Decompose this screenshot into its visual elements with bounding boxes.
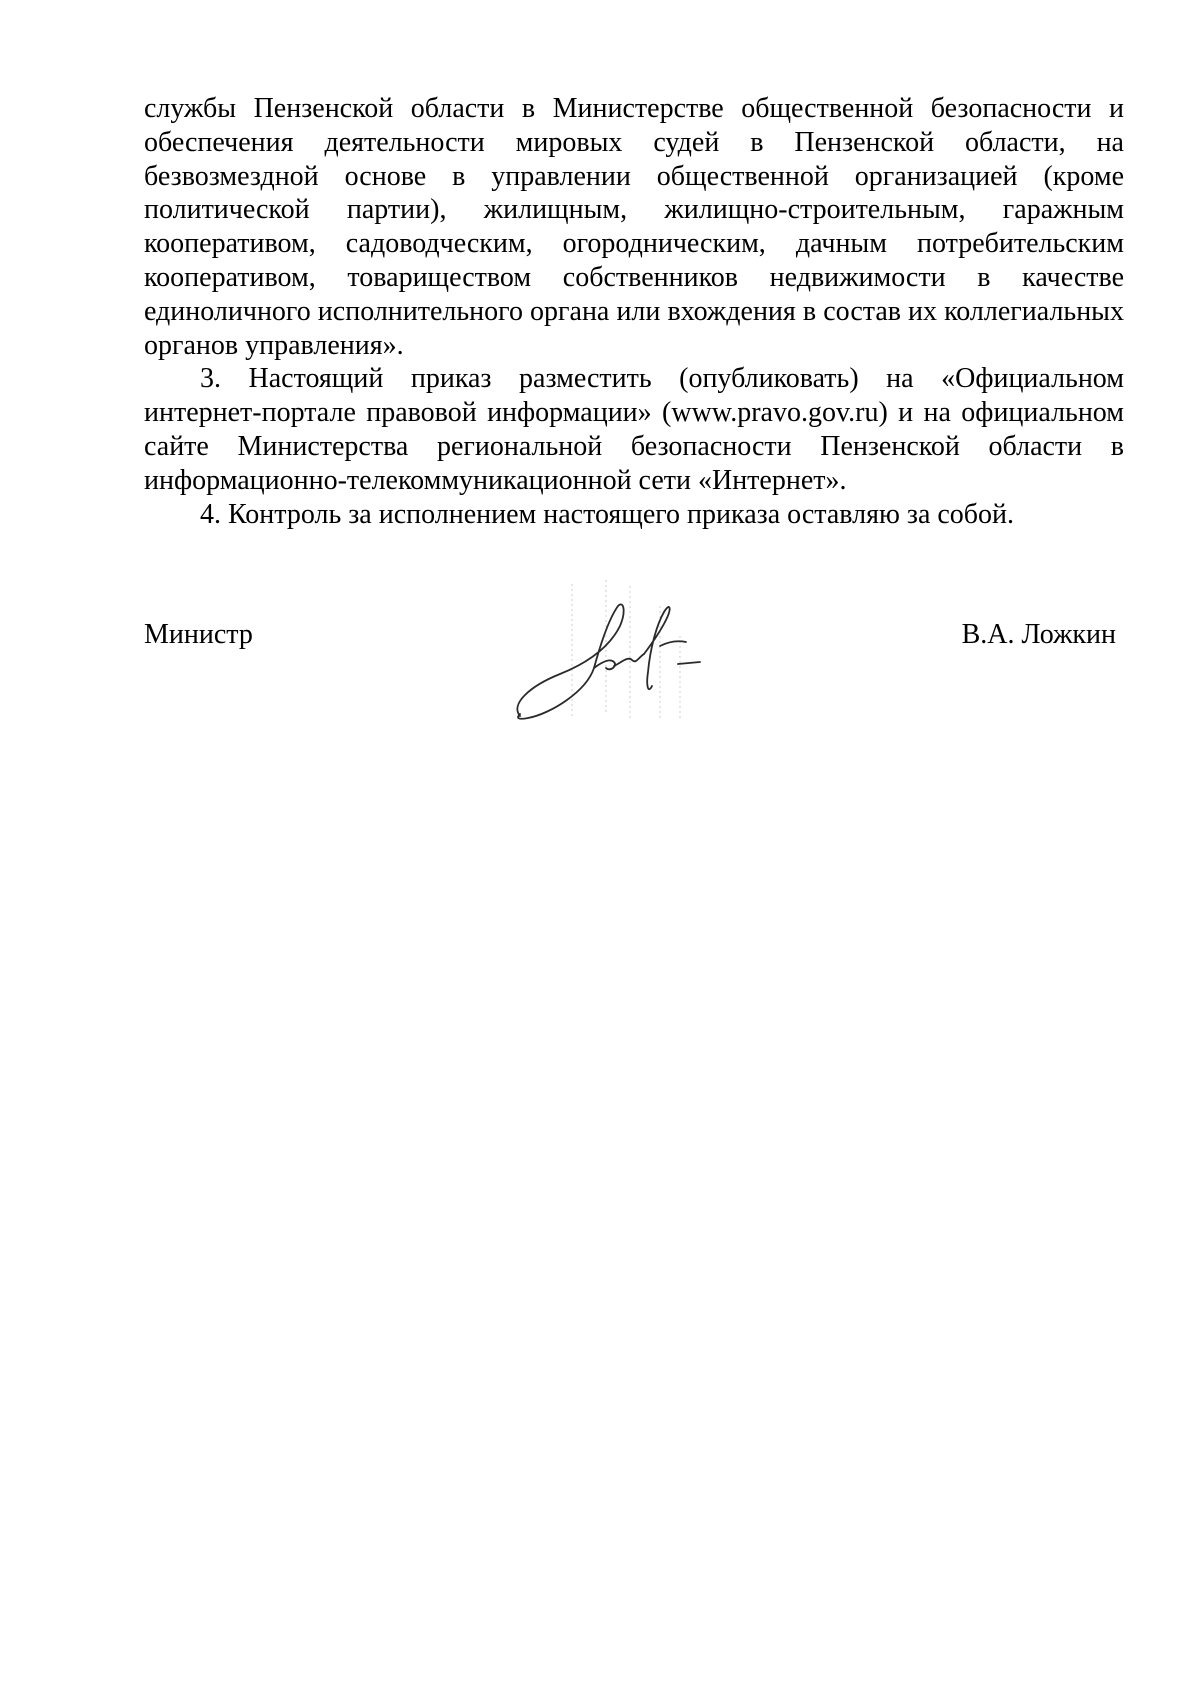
document-body [144,92,1124,531]
paragraph-continuation: службы Пензенской области в Министерстве общественной безопасности и обеспечения деятельности мировых судей в Пензенской области, на безвозмездной основе в управлении общественной организацией (кроме политической партии), жилищным, жилищно-строительным, гаражным кооперативом, садоводческим, огородническим, дачным потребительским кооперативом, товариществом собственников недвижимости в качестве единоличного исполнительного органа или вхождения в состав их коллегиальных органов управления». [144,93,1124,361]
handwritten-signature [510,576,750,726]
signatory-name: В.А. Ложкин [961,619,1116,650]
paragraph-3-publication: 3. Настоящий приказ разместить (опубликовать) на «Официальном интернет-портале правовой информации» (www.pravo.gov.ru) и на официальном сайте Министерства региональной безопасности Пензенской области в информационно-телекоммуникационной сети «Интернет». [144,363,1124,496]
paragraph-4-control: 4. Контроль за исполнением настоящего приказа оставляю за собой. [200,498,1015,530]
signatory-title: Министр [144,619,253,650]
